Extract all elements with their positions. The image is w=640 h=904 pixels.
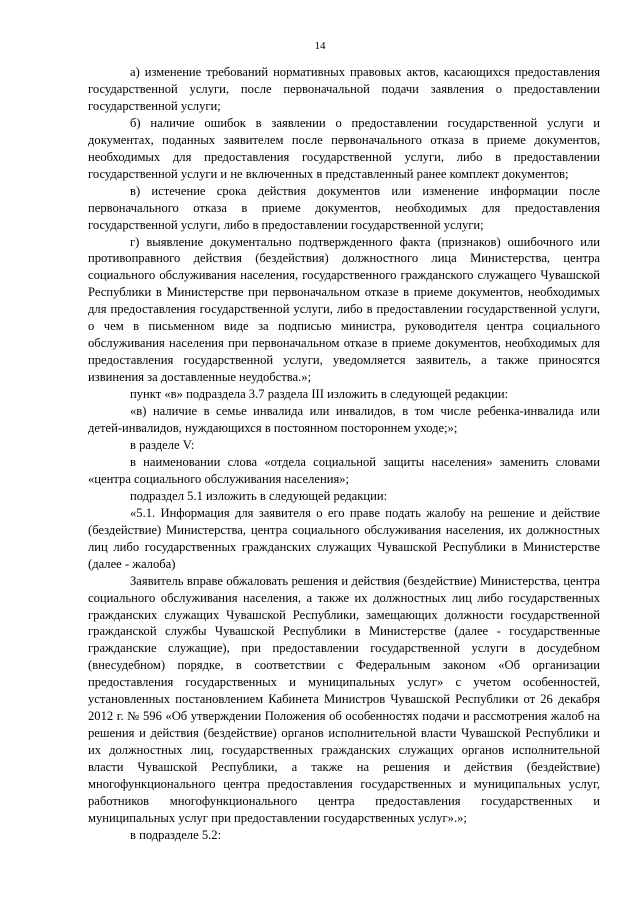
paragraph-amend-5-1: подраздел 5.1 изложить в следующей редакции:: [130, 488, 388, 503]
paragraph-item-v: в) истечение срока действия документов или изменение информации после первоначального отказа в приеме документов, необходимых для предоставления государственной услуги, либо в предоставлении государственной услуги;: [88, 183, 600, 232]
paragraph-appeal-right: Заявитель вправе обжаловать решения и действия (бездействие) Министерства, центра социального обслуживания населения, а также их должностных лиц либо государственных гражданских служащих Чувашской Республики, замещающих должности государственной гражданской службы Чувашской Республики в Министерстве (далее - государственные гражданские служащие), при предоставлении государственной услуги в досудебном (внесудебном) порядке, в соответствии с Федеральным законом «Об организации предоставления государственных и муниципальных услуг» с учетом особенностей, установленных постановлением Кабинета Министров Чувашской Республики от 26 декабря 2012 г. № 596 «Об утверждении Положения об особенностях подачи и рассмотрения жалоб на решения и действия (бездействие) органов исполнительной власти Чувашской Республики и их должностных лиц, государственных гражданских служащих органов исполнительной власти Чувашской Республики, а также на решения и действия (бездействие) многофункционального центра предоставления государственных и муниципальных услуг, работников многофункционального центра предоставления государственных и муниципальных услуг при предоставлении государственных услуг».»;: [88, 573, 600, 825]
page-number: 14: [314, 40, 326, 52]
paragraph-item-a: а) изменение требований нормативных правовых актов, касающихся предоставления государственной услуги, после первоначальной подачи заявления о предоставлении государственной услуги;: [88, 65, 600, 113]
paragraph-amend-3-7: пункт «в» подраздела 3.7 раздела III изложить в следующей редакции:: [130, 387, 509, 402]
paragraph-rename: в наименовании слова «отдела социальной защиты населения» заменить словами «центра социального обслуживания населения»;: [88, 454, 600, 486]
paragraph-item-g: г) выявление документально подтвержденного факта (признаков) ошибочного или противоправного действия (бездействия) должностного лица Министерства, центра социального обслуживания населения, государственного гражданского служащего Чувашской Республики в Министерстве при первоначальном отказе в приеме документов, необходимых для предоставления государственной услуги, либо в предоставлении государственной услуги, о чем в письменном виде за подписью министра, руководителя центра социального обслуживания населения при первоначальном отказе в приеме документов, необходимых для предоставления государственной услуги, уведомляется заявитель, а также приносятся извинения за доставленные неудобства.»;: [88, 234, 600, 385]
paragraph-item-b: б) наличие ошибок в заявлении о предоставлении государственной услуги и документах, поданных заявителем после первоначального отказа в приеме документов, необходимых для предоставления государственной услуги, либо в предоставлении государственной услуги и не включенных в представленный ранее комплект документов;: [88, 115, 600, 181]
paragraph-section-v: в разделе V:: [130, 437, 195, 452]
document-body: [88, 64, 600, 844]
paragraph-5-1-heading: «5.1. Информация для заявителя о его праве подать жалобу на решение и действие (бездействие) Министерства, центра социального обслуживания населения, их должностных лиц либо государственных гражданских служащих Чувашской Республики в Министерстве (далее - жалоба): [88, 505, 600, 571]
paragraph-quoted-v: «в) наличие в семье инвалида или инвалидов, в том числе ребенка-инвалида или детей-инвалидов, нуждающихся в постоянном постороннем уходе;»;: [88, 404, 600, 436]
paragraph-subsection-5-2: в подразделе 5.2:: [130, 827, 222, 842]
